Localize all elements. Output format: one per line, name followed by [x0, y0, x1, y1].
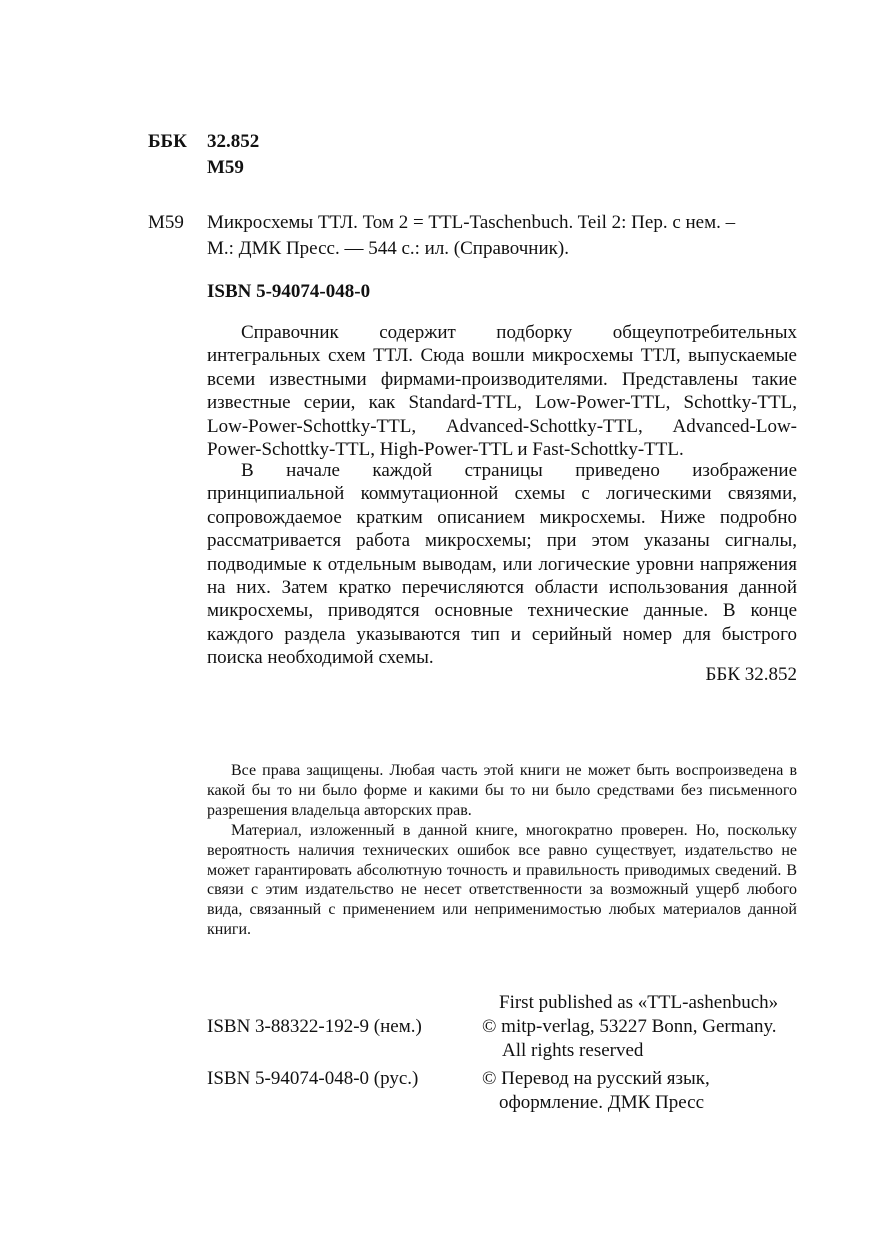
- legal-paragraph-2: Материал, изложенный в данной книге, многократно проверен. Но, поскольку вероятность наличия технических ошибок все равно существует, издательство не может гарантировать абсолютную точность и правильность приводимых сведений. В связи с этим издательство не несет ответственности за возможный ущерб любого вида, связанный с применением или неприменимостью любых материалов данной книги.: [207, 822, 797, 938]
- bbk-label: ББК: [148, 131, 187, 152]
- isbn-main: ISBN 5-94074-048-0: [207, 281, 371, 302]
- legal-paragraph-1: Все права защищены. Любая часть этой книги не может быть воспроизведена в какой бы то ни было форме и какими бы то ни было средствами без письменного разрешения владельца авторских прав.: [207, 762, 797, 819]
- abstract-paragraph-2: В начале каждой страницы приведено изображение принципиальной коммутационной схемы с логическими связями, сопровождаемое кратким описанием микросхемы. Ниже подробно рассматривается работа микросхемы; при этом указаны сигналы, подводимые к отдельным выводам, или логические уровни напряжения на них. Затем кратко перечисляются области использования данной микросхемы, приводятся основные технические данные. В конце каждого раздела указываются тип и серийный номер для быстрого поиска необходимой схемы.: [207, 460, 797, 669]
- isbn-german: ISBN 3-88322-192-9 (нем.): [207, 1016, 422, 1037]
- german-copyright-holder: © mitp-verlag, 53227 Bonn, Germany.: [482, 1016, 777, 1037]
- russian-copyright-line-1: © Перевод на русский язык,: [482, 1068, 710, 1089]
- citation-line-1: Микросхемы ТТЛ. Том 2 = TTL-Taschenbuch. Teil 2: Пер. с нем. –: [207, 212, 736, 233]
- bbk-code: 32.852: [207, 131, 260, 152]
- citation-line-2: М.: ДМК Пресс. — 544 с.: ил. (Справочник).: [207, 238, 569, 259]
- bbk-footer: ББК 32.852: [705, 664, 797, 685]
- citation-mark: М59: [148, 212, 184, 233]
- russian-copyright-line-2: оформление. ДМК Пресс: [499, 1092, 705, 1113]
- author-mark: М59: [207, 157, 244, 178]
- isbn-russian: ISBN 5-94074-048-0 (рус.): [207, 1068, 419, 1089]
- abstract-paragraph-1: Справочник содержит подборку общеупотребительных интегральных схем ТТЛ. Сюда вошли микросхемы ТТЛ, выпускаемые всеми известными фирмами-производителями. Представлены такие известные серии, как Standard-TTL, Low-Power-TTL, Schottky-TTL, Low-Power-Schottky-TTL, Advanced-Schottky-TTL, Advanced-Low-Power-Schottky-TTL, High-Power-TTL и Fast-Schottky-TTL.: [207, 322, 797, 461]
- first-published: First published as «TTL-ashenbuch»: [499, 992, 779, 1013]
- all-rights-reserved: All rights reserved: [502, 1040, 644, 1061]
